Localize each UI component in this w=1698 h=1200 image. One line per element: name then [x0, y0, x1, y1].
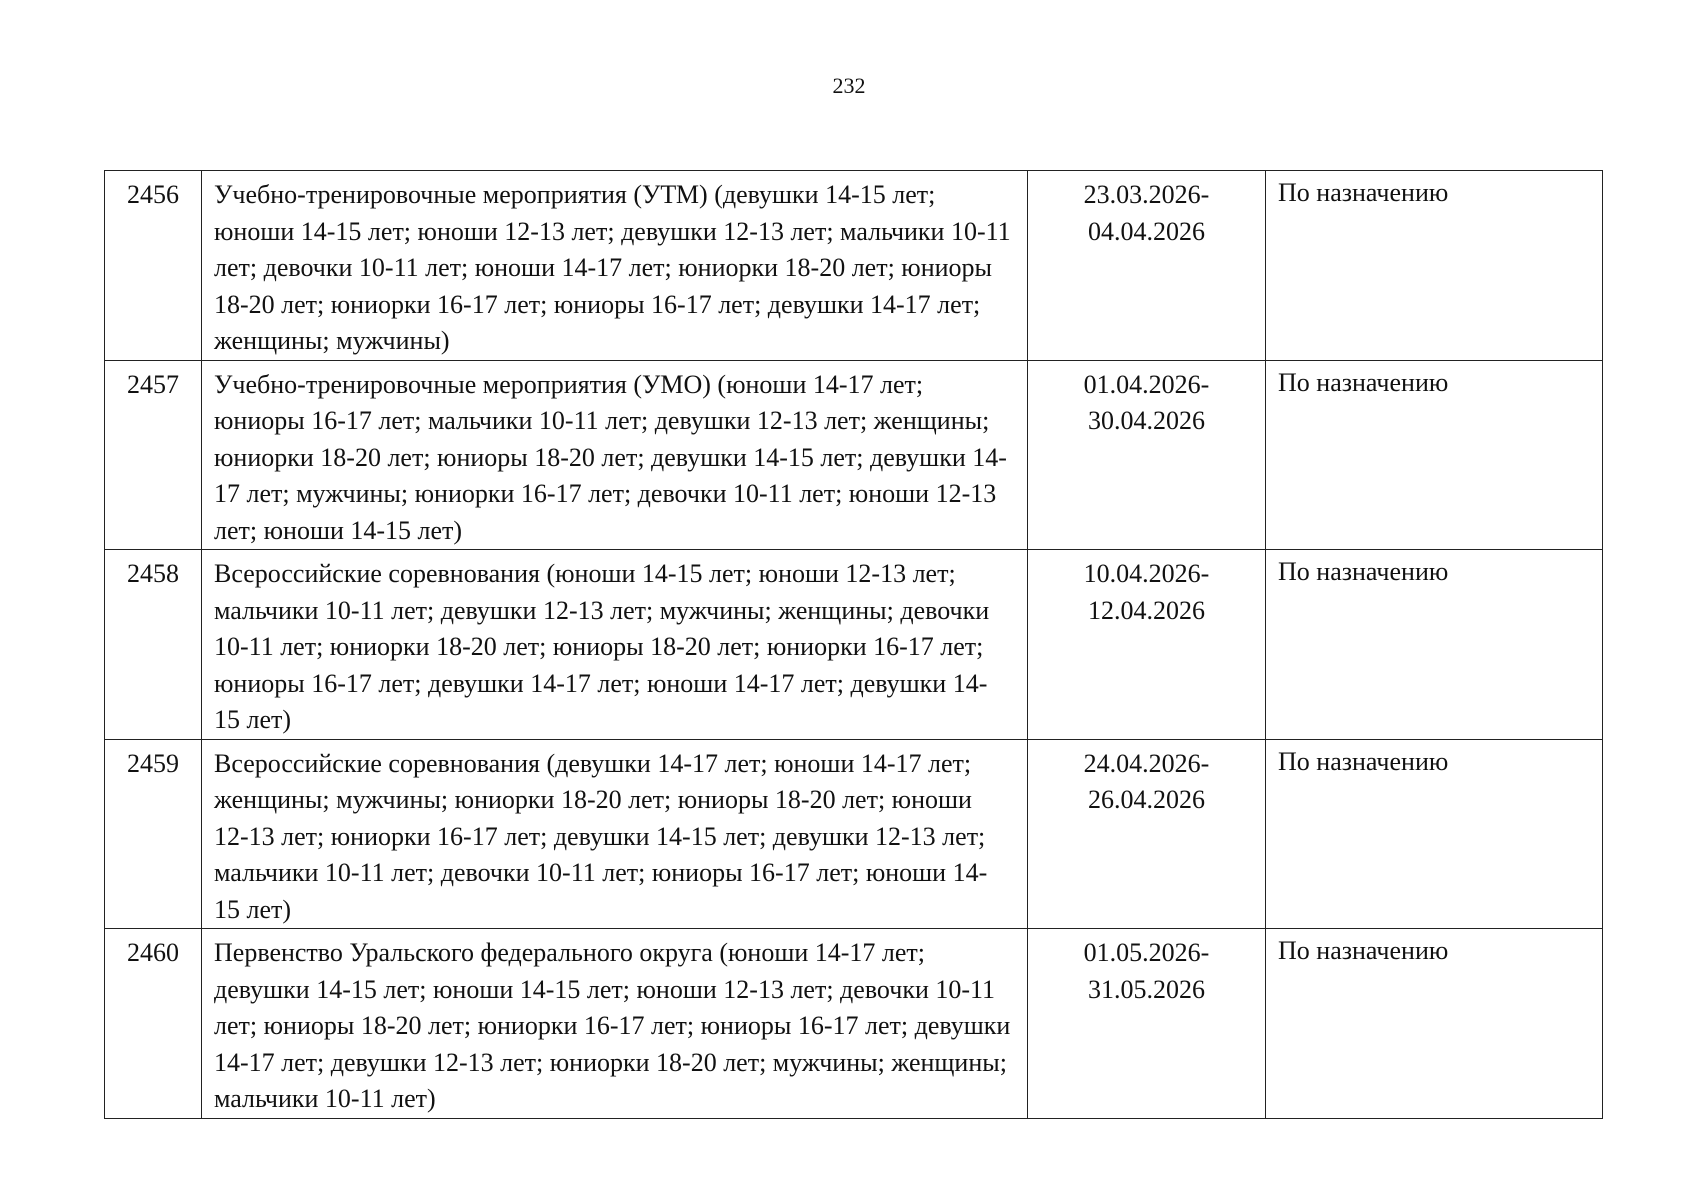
events-table — [104, 170, 1603, 1119]
event-name: Учебно-тренировочные мероприятия (УТМ) (девушки 14-15 лет; юноши 14-15 лет; юноши 12-13 лет; девушки 12-13 лет; мальчики 10-11 лет; девочки 10-11 лет; юноши 14-17 лет; юниорки 18-20 лет; юниоры 18-20 лет; юниорки 16-17 лет; юниоры 16-17 лет; девушки 14-17 лет; женщины; мужчины) — [202, 171, 1028, 361]
event-place: По назначению — [1266, 550, 1603, 740]
event-number: 2459 — [105, 739, 202, 929]
event-name: Учебно-тренировочные мероприятия (УМО) (юноши 14-17 лет; юниоры 16-17 лет; мальчики 10-11 лет; девушки 12-13 лет; женщины; юниорки 18-20 лет; юниоры 18-20 лет; девушки 14-15 лет; девушки 14-17 лет; мужчины; юниорки 16-17 лет; девочки 10-11 лет; юноши 12-13 лет; юноши 14-15 лет) — [202, 360, 1028, 550]
event-number: 2457 — [105, 360, 202, 550]
event-name: Первенство Уральского федерального округа (юноши 14-17 лет; девушки 14-15 лет; юноши 14-15 лет; юноши 12-13 лет; девочки 10-11 лет; юниоры 18-20 лет; юниорки 16-17 лет; юниоры 16-17 лет; девушки 14-17 лет; девушки 12-13 лет; юниорки 18-20 лет; мужчины; женщины; мальчики 10-11 лет) — [202, 929, 1028, 1119]
date-start: 24.04.2026- — [1083, 748, 1210, 778]
event-dates — [1028, 171, 1266, 361]
date-end: 31.05.2026 — [1088, 974, 1205, 1004]
event-number: 2460 — [105, 929, 202, 1119]
date-end: 04.04.2026 — [1088, 216, 1205, 246]
date-start: 01.05.2026- — [1083, 938, 1210, 967]
event-dates — [1028, 550, 1266, 740]
date-start: 01.04.2026- — [1083, 369, 1210, 399]
event-name: Всероссийские соревнования (девушки 14-17 лет; юноши 14-17 лет; женщины; мужчины; юниорки 18-20 лет; юниоры 18-20 лет; юноши 12-13 лет; юниорки 16-17 лет; девушки 14-15 лет; девушки 12-13 лет; мальчики 10-11 лет; девочки 10-11 лет; юниоры 16-17 лет; юноши 14-15 лет) — [202, 739, 1028, 929]
event-dates — [1028, 360, 1266, 550]
event-place: По назначению — [1266, 929, 1603, 1119]
table-row — [105, 360, 1603, 550]
table-row — [105, 739, 1603, 929]
date-end: 30.04.2026 — [1088, 406, 1205, 435]
date-start: 23.03.2026- — [1083, 180, 1210, 209]
page-number: 232 — [832, 73, 866, 98]
date-end: 12.04.2026 — [1088, 595, 1205, 625]
event-number: 2458 — [105, 550, 202, 740]
event-place: По назначению — [1266, 360, 1603, 550]
event-name: Всероссийские соревнования (юноши 14-15 лет; юноши 12-13 лет; мальчики 10-11 лет; девушки 12-13 лет; мужчины; женщины; девочки 10-11 лет; юниорки 18-20 лет; юниоры 18-20 лет; юниорки 16-17 лет; юниоры 16-17 лет; девушки 14-17 лет; юноши 14-17 лет; девушки 14-15 лет) — [202, 550, 1028, 740]
event-place: По назначению — [1266, 739, 1603, 929]
table-row — [105, 929, 1603, 1119]
event-place: По назначению — [1266, 171, 1603, 361]
table-row — [105, 550, 1603, 740]
event-dates — [1028, 929, 1266, 1119]
event-dates — [1028, 739, 1266, 929]
event-number: 2456 — [105, 171, 202, 361]
date-start: 10.04.2026- — [1083, 559, 1210, 588]
date-end: 26.04.2026 — [1088, 785, 1205, 814]
table-row — [105, 171, 1603, 361]
